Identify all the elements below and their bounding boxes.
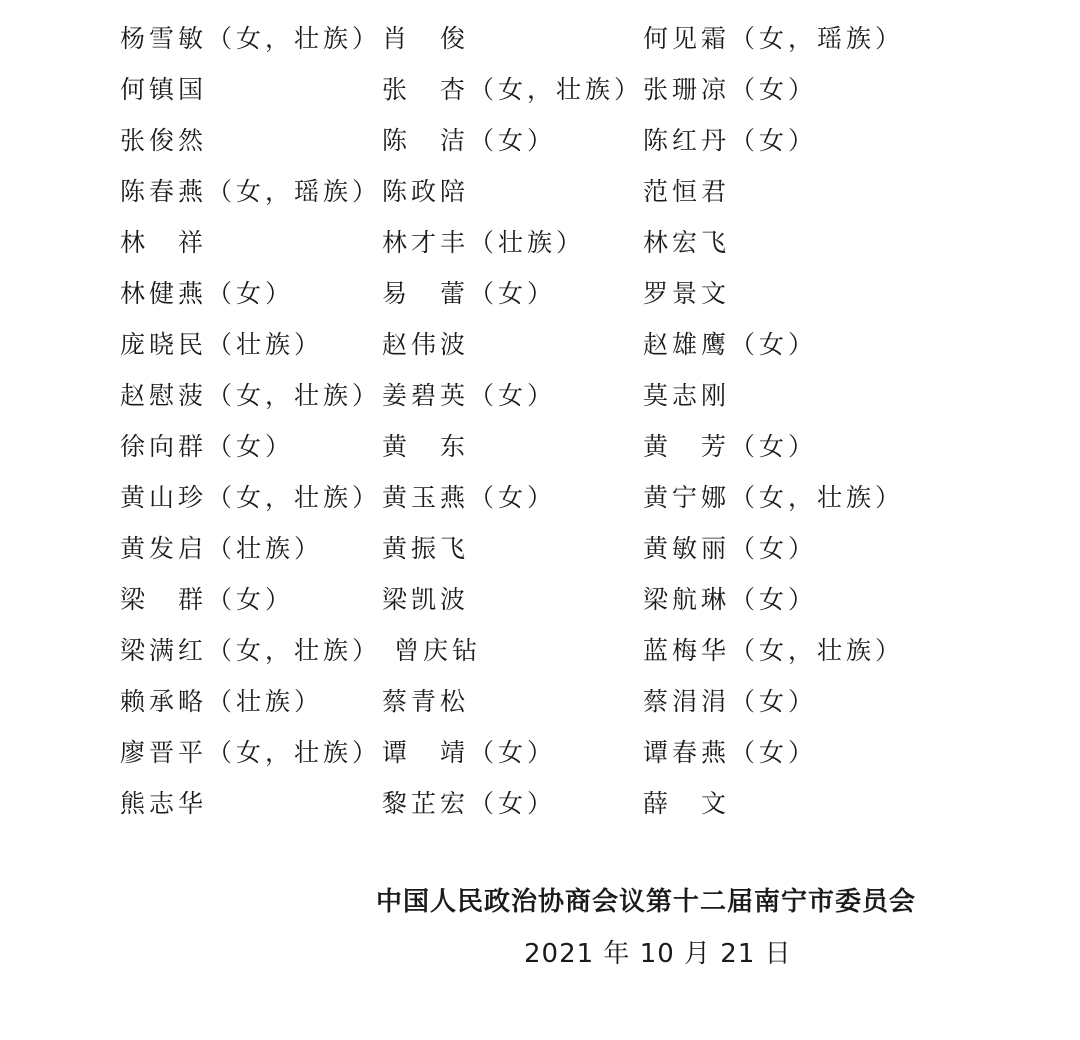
member-name: 黄 芳（女）: [643, 432, 818, 461]
member-name: 黄山珍（女，壮族）: [120, 483, 382, 512]
member-name: 谭 靖（女）: [382, 738, 557, 767]
member-name: 梁航琳（女）: [643, 585, 818, 614]
member-name: 黄振飞: [382, 534, 470, 563]
member-name: 杨雪敏（女，壮族）: [120, 24, 382, 53]
member-name: 张珊凉（女）: [643, 75, 818, 104]
name-row: [0, 728, 1080, 779]
member-name: 黄发启（壮族）: [120, 534, 324, 563]
name-row: [0, 116, 1080, 167]
member-name: 梁凯波: [382, 585, 470, 614]
member-name: 曾庆钻: [382, 636, 481, 665]
member-name: 黎芷宏（女）: [382, 789, 557, 818]
name-row: [0, 167, 1080, 218]
member-name: 姜碧英（女）: [382, 381, 557, 410]
member-name: 黄敏丽（女）: [643, 534, 818, 563]
member-name: 张 杏（女，壮族）: [382, 75, 644, 104]
name-row: [0, 422, 1080, 473]
member-name: 张俊然: [120, 126, 208, 155]
member-name: 莫志刚: [643, 381, 731, 410]
member-name: 梁满红（女，壮族）: [120, 636, 382, 665]
member-name: 谭春燕（女）: [643, 738, 818, 767]
name-row: [0, 371, 1080, 422]
member-name: 徐向群（女）: [120, 432, 295, 461]
member-name: 黄宁娜（女，壮族）: [643, 483, 905, 512]
member-name: 赵雄鹰（女）: [643, 330, 818, 359]
member-name: 蔡青松: [382, 687, 470, 716]
name-row: [0, 524, 1080, 575]
member-name: 何镇国: [120, 75, 208, 104]
name-row: [0, 269, 1080, 320]
name-row: [0, 575, 1080, 626]
member-name: 林 祥: [120, 228, 208, 257]
member-name: 赵伟波: [382, 330, 470, 359]
issue-date: 2021 年 10 月 21 日: [524, 939, 792, 969]
name-row: [0, 626, 1080, 677]
member-name: 蓝梅华（女，壮族）: [643, 636, 905, 665]
member-name: 林健燕（女）: [120, 279, 295, 308]
member-name: 陈红丹（女）: [643, 126, 818, 155]
name-row: [0, 473, 1080, 524]
name-row: [0, 65, 1080, 116]
member-name: 廖晋平（女，壮族）: [120, 738, 382, 767]
member-name: 黄 东: [382, 432, 470, 461]
member-name: 范恒君: [643, 177, 731, 206]
name-row: [0, 14, 1080, 65]
name-row: [0, 218, 1080, 269]
member-name: 陈春燕（女，瑶族）: [120, 177, 382, 206]
member-name-list: [0, 14, 1080, 830]
member-name: 庞晓民（壮族）: [120, 330, 324, 359]
member-name: 陈 洁（女）: [382, 126, 557, 155]
member-name: 黄玉燕（女）: [382, 483, 557, 512]
name-row: [0, 677, 1080, 728]
member-name: 陈政陪: [382, 177, 470, 206]
member-name: 易 蕾（女）: [382, 279, 557, 308]
member-name: 蔡涓涓（女）: [643, 687, 818, 716]
member-name: 熊志华: [120, 789, 208, 818]
member-name: 赵慰菠（女，壮族）: [120, 381, 382, 410]
member-name: 赖承略（壮族）: [120, 687, 324, 716]
member-name: 林宏飞: [643, 228, 731, 257]
member-name: 林才丰（壮族）: [382, 228, 586, 257]
member-name: 薛 文: [643, 789, 731, 818]
member-name: 何见霜（女，瑶族）: [643, 24, 905, 53]
member-name: 肖 俊: [382, 24, 470, 53]
member-name: 梁 群（女）: [120, 585, 295, 614]
name-row: [0, 320, 1080, 371]
issuing-organization: 中国人民政治协商会议第十二届南宁市委员会: [376, 887, 917, 917]
member-name: 罗景文: [643, 279, 731, 308]
name-row: [0, 779, 1080, 830]
